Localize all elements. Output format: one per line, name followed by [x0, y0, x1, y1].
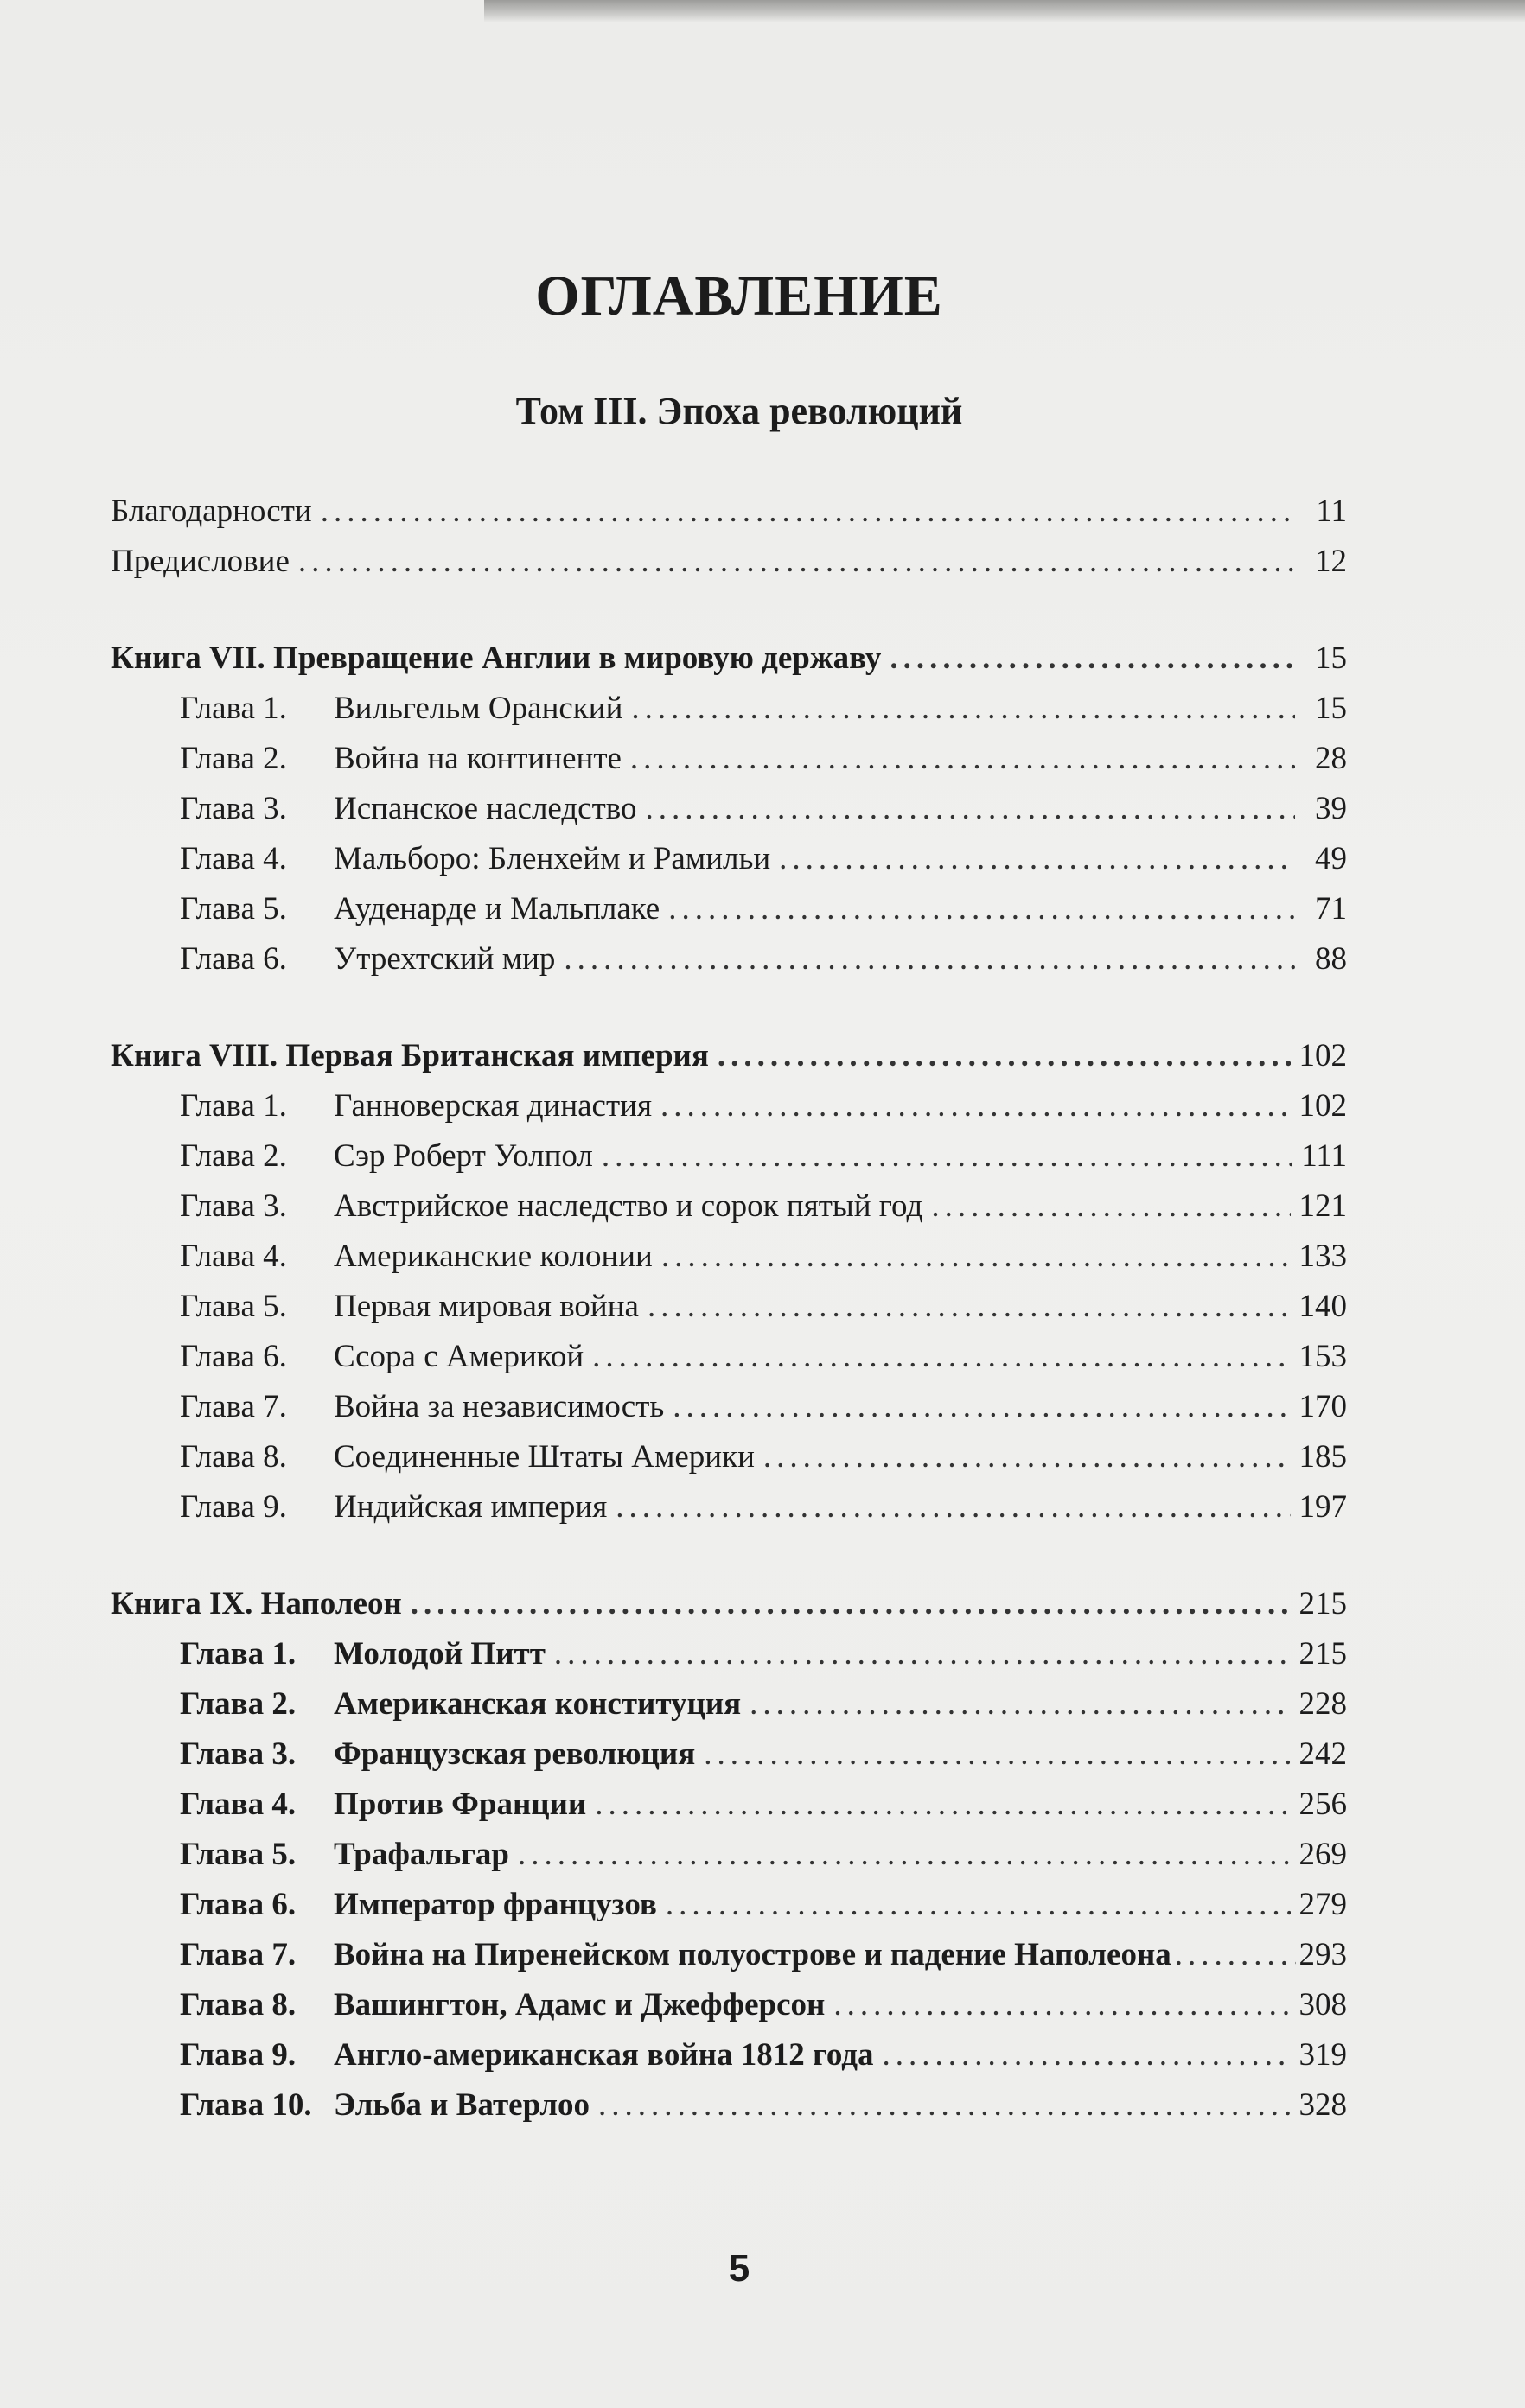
toc-book-9[interactable]	[111, 1585, 1347, 1635]
leader-dots	[298, 543, 1295, 580]
chapter-page: 228	[1298, 1686, 1347, 1722]
leader-dots	[598, 2086, 1291, 2124]
chapter-title: Война на Пиренейском полуострове и падение Наполеона	[334, 1937, 1171, 1972]
toc-chapter[interactable]	[111, 1188, 1347, 1238]
chapter-title: Первая мировая война	[334, 1289, 639, 1324]
chapter-page: 308	[1298, 1987, 1347, 2023]
toc-chapter[interactable]	[111, 1087, 1347, 1137]
toc-entry-preface[interactable]	[111, 543, 1347, 593]
chapter-number: Глава 2.	[180, 1686, 297, 1722]
leader-dots	[661, 1238, 1291, 1275]
chapter-page: 28	[1315, 741, 1347, 776]
toc-chapter[interactable]	[111, 940, 1347, 991]
chapter-title: Испанское наследство	[334, 791, 637, 826]
chapter-page: 293	[1298, 1937, 1347, 1972]
chapter-page: 88	[1315, 941, 1347, 977]
chapter-number: Глава 9.	[180, 2037, 297, 2073]
toc-book-page: 102	[1298, 1038, 1347, 1073]
leader-dots	[321, 493, 1295, 530]
chapter-title: Австрийское наследство и сорок пятый год	[334, 1188, 923, 1224]
chapter-page: 170	[1298, 1389, 1347, 1424]
chapter-title: Американская конституция	[334, 1686, 742, 1722]
chapter-page: 133	[1298, 1239, 1347, 1274]
toc-chapter[interactable]	[111, 840, 1347, 890]
toc-entry-page: 11	[1316, 494, 1347, 529]
leader-dots	[602, 1137, 1292, 1175]
leader-dots	[660, 1087, 1291, 1124]
chapter-title: Против Франции	[334, 1787, 587, 1822]
page-number: 5	[728, 2247, 750, 2290]
chapter-number: Глава 7.	[180, 1937, 297, 1972]
chapter-number: Глава 3.	[180, 1736, 297, 1772]
chapter-number: Глава 8.	[180, 1439, 287, 1475]
leader-dots	[704, 1736, 1290, 1773]
leader-dots	[564, 940, 1295, 978]
chapter-page: 269	[1298, 1837, 1347, 1872]
toc-chapter[interactable]	[111, 1786, 1347, 1836]
toc-chapter[interactable]	[111, 2036, 1347, 2086]
chapter-title: Вильгельм Оранский	[334, 691, 623, 726]
chapter-number: Глава 5.	[180, 891, 287, 927]
leader-dots	[673, 1388, 1290, 1425]
toc-book-label: Книга VIII. Первая Британская империя	[111, 1038, 709, 1073]
chapter-number: Глава 1.	[180, 691, 287, 726]
chapter-page: 215	[1298, 1636, 1347, 1672]
chapter-number: Глава 8.	[180, 1987, 297, 2023]
chapter-number: Глава 5.	[180, 1837, 297, 1872]
leader-dots	[554, 1635, 1291, 1672]
chapter-title: Французская революция	[334, 1736, 696, 1772]
chapter-title: Император французов	[334, 1887, 657, 1922]
page-edge-shadow	[484, 0, 1525, 22]
chapter-title: Ссора с Америкой	[334, 1339, 584, 1374]
leader-dots	[750, 1685, 1290, 1723]
chapter-page: 140	[1298, 1289, 1347, 1324]
chapter-page: 328	[1298, 2087, 1347, 2123]
chapter-page: 242	[1298, 1736, 1347, 1772]
leader-dots	[411, 1585, 1291, 1622]
toc-chapter[interactable]	[111, 740, 1347, 790]
toc-entry-page: 12	[1315, 544, 1347, 579]
toc-chapter[interactable]	[111, 890, 1347, 940]
chapter-page: 71	[1315, 891, 1347, 927]
leader-dots	[931, 1188, 1290, 1225]
toc-chapter[interactable]	[111, 790, 1347, 840]
toc-chapter[interactable]	[111, 1338, 1347, 1388]
toc-chapter[interactable]	[111, 1986, 1347, 2036]
toc-chapter[interactable]	[111, 1635, 1347, 1685]
chapter-number: Глава 4.	[180, 1239, 287, 1274]
toc-book-page: 215	[1298, 1586, 1347, 1621]
leader-dots	[668, 890, 1295, 927]
chapter-number: Глава 5.	[180, 1289, 287, 1324]
toc-chapter[interactable]	[111, 1137, 1347, 1188]
chapter-number: Глава 10.	[180, 2087, 312, 2123]
toc-chapter[interactable]	[111, 1438, 1347, 1488]
toc-chapter[interactable]	[111, 1936, 1347, 1986]
chapter-number: Глава 7.	[180, 1389, 287, 1424]
chapter-number: Глава 9.	[180, 1489, 287, 1525]
toc-entry-acknowledgements[interactable]	[111, 493, 1347, 543]
chapter-title: Ауденарде и Мальплаке	[334, 891, 660, 927]
leader-dots	[592, 1338, 1290, 1375]
toc-chapter[interactable]	[111, 2086, 1347, 2137]
leader-dots	[779, 840, 1295, 877]
toc-entry-label: Благодарности	[111, 494, 312, 529]
chapter-title: Эльба и Ватерлоо	[334, 2087, 590, 2123]
chapter-page: 256	[1298, 1787, 1347, 1822]
chapter-title: Индийская империя	[334, 1489, 608, 1525]
chapter-page: 319	[1298, 2037, 1347, 2073]
page-title: ОГЛАВЛЕНИЕ	[535, 264, 943, 328]
chapter-title: Молодой Питт	[334, 1636, 546, 1672]
chapter-title: Утрехтский мир	[334, 941, 556, 977]
chapter-number: Глава 6.	[180, 1339, 287, 1374]
chapter-number: Глава 2.	[180, 1138, 287, 1174]
leader-dots	[648, 1288, 1291, 1325]
chapter-title: Соединенные Штаты Америки	[334, 1439, 755, 1475]
chapter-title: Война на континенте	[334, 741, 622, 776]
leader-dots	[595, 1786, 1290, 1823]
toc-chapter[interactable]	[111, 1736, 1347, 1786]
chapter-page: 15	[1315, 691, 1347, 726]
toc-chapter[interactable]	[111, 1288, 1347, 1338]
toc-chapter[interactable]	[111, 690, 1347, 740]
chapter-title: Мальборо: Бленхейм и Рамильи	[334, 841, 771, 876]
chapter-title: Американские колонии	[334, 1239, 653, 1274]
chapter-page: 279	[1298, 1887, 1347, 1922]
leader-dots	[890, 640, 1295, 677]
chapter-page: 111	[1301, 1138, 1347, 1174]
toc-chapter[interactable]	[111, 1685, 1347, 1736]
toc-entry-label: Предисловие	[111, 544, 290, 579]
leader-dots	[630, 740, 1295, 777]
chapter-page: 102	[1298, 1088, 1347, 1124]
chapter-number: Глава 3.	[180, 1188, 287, 1224]
leader-dots	[666, 1886, 1291, 1923]
chapter-number: Глава 4.	[180, 841, 287, 876]
chapter-page: 153	[1298, 1339, 1347, 1374]
toc-chapter[interactable]	[111, 1388, 1347, 1438]
chapter-title: Трафальгар	[334, 1837, 509, 1872]
chapter-page: 39	[1315, 791, 1347, 826]
chapter-page: 121	[1298, 1188, 1347, 1224]
toc-book-7[interactable]	[111, 640, 1347, 690]
toc-book-label: Книга VII. Превращение Англии в мировую державу	[111, 640, 882, 676]
chapter-number: Глава 2.	[180, 741, 287, 776]
leader-dots	[518, 1836, 1291, 1873]
leader-dots	[646, 790, 1296, 827]
leader-dots	[1175, 1936, 1296, 1973]
leader-dots	[718, 1037, 1291, 1074]
chapter-number: Глава 1.	[180, 1636, 297, 1672]
chapter-number: Глава 3.	[180, 791, 287, 826]
toc-chapter[interactable]	[111, 1886, 1347, 1936]
chapter-number: Глава 6.	[180, 1887, 297, 1922]
chapter-number: Глава 4.	[180, 1787, 297, 1822]
toc-book-page: 15	[1315, 640, 1347, 676]
chapter-page: 49	[1315, 841, 1347, 876]
chapter-number: Глава 1.	[180, 1088, 287, 1124]
toc-chapter[interactable]	[111, 1836, 1347, 1886]
leader-dots	[631, 690, 1295, 727]
leader-dots	[882, 2036, 1290, 2074]
toc-book-8[interactable]	[111, 1037, 1347, 1087]
chapter-page: 185	[1298, 1439, 1347, 1475]
volume-title: Том III. Эпоха революций	[515, 390, 963, 432]
leader-dots	[833, 1986, 1290, 2023]
chapter-title: Сэр Роберт Уолпол	[334, 1138, 593, 1174]
chapter-number: Глава 6.	[180, 941, 287, 977]
table-of-contents	[111, 493, 1347, 2137]
toc-chapter[interactable]	[111, 1238, 1347, 1288]
chapter-title: Война за независимость	[334, 1389, 665, 1424]
leader-dots	[763, 1438, 1291, 1475]
chapter-title: Вашингтон, Адамс и Джефферсон	[334, 1987, 826, 2023]
chapter-title: Англо-американская война 1812 года	[334, 2037, 874, 2073]
chapter-page: 197	[1298, 1489, 1347, 1525]
toc-book-label: Книга IX. Наполеон	[111, 1586, 402, 1621]
leader-dots	[616, 1488, 1290, 1526]
chapter-title: Ганноверская династия	[334, 1088, 652, 1124]
toc-chapter[interactable]	[111, 1488, 1347, 1538]
